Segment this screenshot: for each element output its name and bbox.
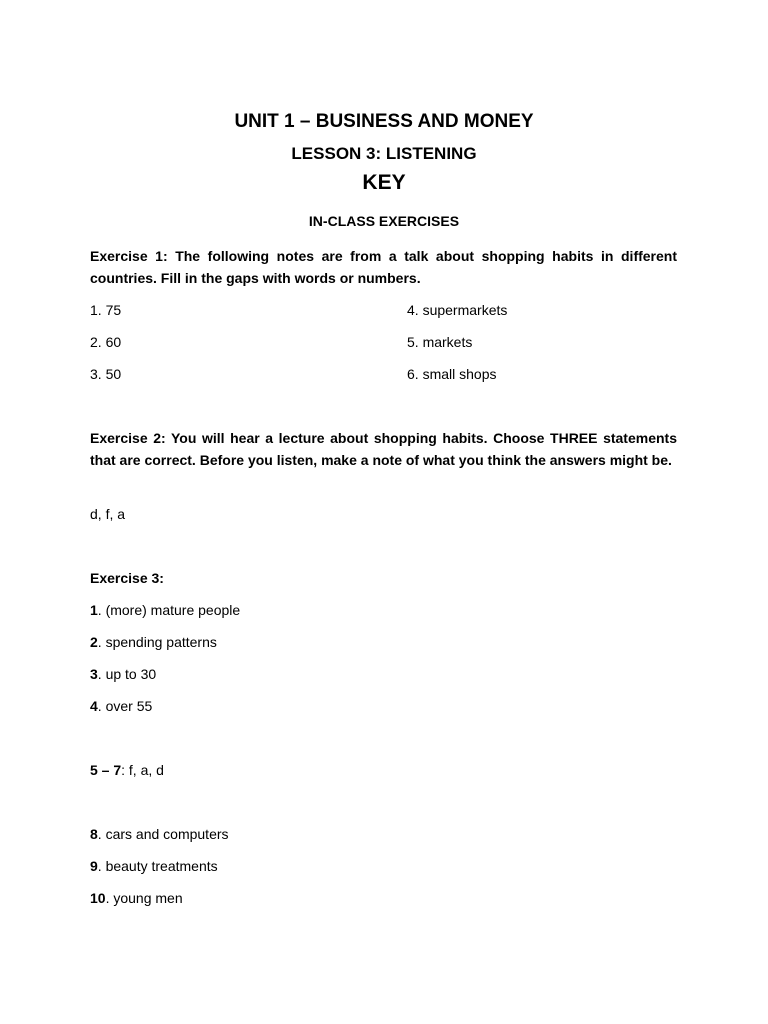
key-title: KEY (362, 171, 406, 194)
ex1-answer-5: 5. markets (407, 334, 473, 350)
lesson-title: LESSON 3: LISTENING (291, 144, 477, 163)
ex3-item-9 (90, 858, 218, 874)
ex3-item-5-7 (90, 762, 164, 778)
section-title: IN-CLASS EXERCISES (308, 213, 460, 229)
ex1-answer-4: 4. supermarkets (407, 302, 508, 318)
ex3-item-text: . up to 30 (97, 666, 157, 682)
ex3-item-text: . over 55 (97, 698, 153, 714)
unit-title: UNIT 1 – BUSINESS AND MONEY (234, 111, 534, 132)
ex1-answer-6: 6. small shops (407, 366, 497, 382)
ex1-answer-2: 2. 60 (90, 334, 122, 350)
ex3-item-text: . cars and computers (97, 826, 229, 842)
ex3-item-number: 4 (90, 698, 98, 714)
ex3-item-text: . beauty treatments (97, 858, 218, 874)
ex3-item-number: 9 (90, 858, 98, 874)
ex1-answer-1: 1. 75 (90, 302, 122, 318)
ex3-item-text: . young men (105, 890, 183, 906)
ex3-item-number: 5 – 7 (90, 762, 122, 778)
ex3-item-1 (90, 602, 240, 618)
ex3-item-text: . spending patterns (97, 634, 217, 650)
ex3-item-text: : f, a, d (121, 762, 164, 778)
ex3-item-number: 1 (90, 602, 98, 618)
ex2-answer: d, f, a (90, 506, 126, 522)
exercise1-instruction: Exercise 1: The following notes are from a talk about shopping habits in different countries. Fill in the gaps with words or numbers. (90, 248, 677, 286)
ex3-item-number: 2 (90, 634, 98, 650)
ex3-item-8 (90, 826, 229, 842)
ex1-answer-3: 3. 50 (90, 366, 122, 382)
exercise2-instruction: Exercise 2: You will hear a lecture about shopping habits. Choose THREE statements that are correct. Before you listen, make a note of what you think the answers might be. (90, 430, 677, 468)
ex3-item-number: 3 (90, 666, 98, 682)
ex3-item-3 (90, 666, 156, 682)
ex3-item-10 (90, 890, 183, 906)
ex3-item-2 (90, 634, 217, 650)
ex3-item-number: 8 (90, 826, 98, 842)
ex3-item-number: 10 (90, 890, 106, 906)
ex3-item-text: . (more) mature people (97, 602, 241, 618)
ex3-item-4 (90, 698, 152, 714)
exercise3-heading: Exercise 3: (90, 570, 164, 586)
